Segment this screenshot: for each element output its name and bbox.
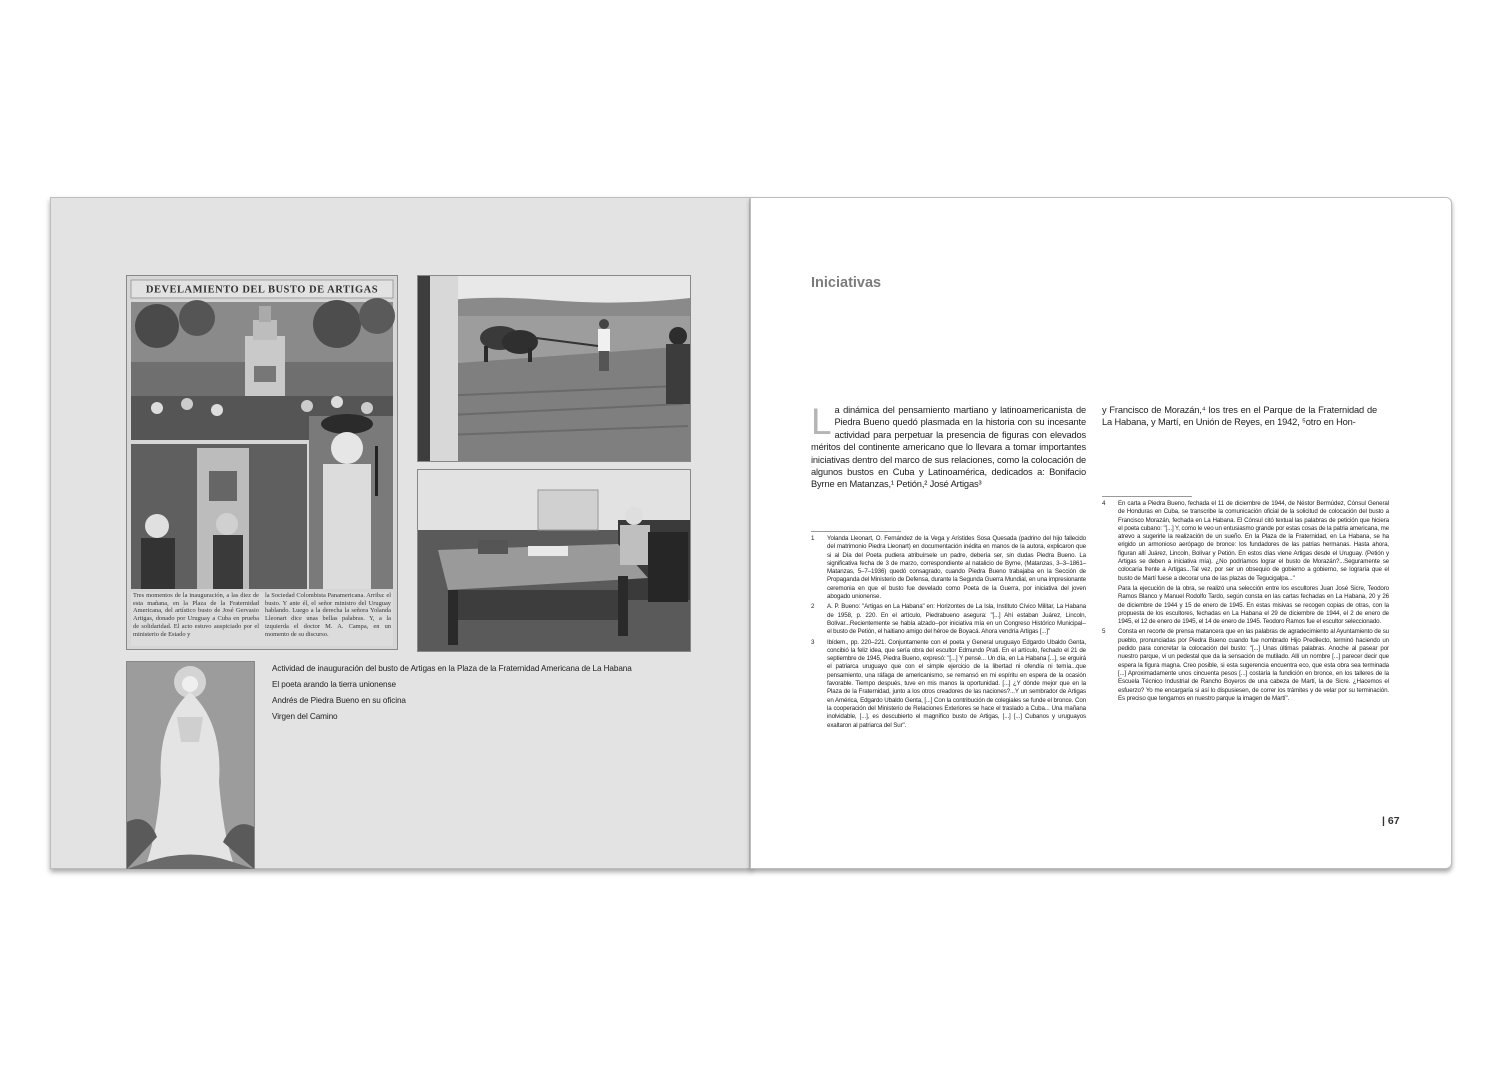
caption-virgen: Virgen del Camino: [272, 712, 338, 721]
body-text-col2: y Francisco de Morazán,⁴ los tres en el Parque de la Fraternidad de La Habana, y Martí, en Unión de Reyes, en 1942, ⁵otro en Hon-: [1102, 405, 1377, 428]
footnotes-left: [811, 535, 1086, 732]
office-image: [418, 470, 690, 651]
footnote-number: 5: [1102, 628, 1106, 636]
footnote-4-continuation: Para la ejecución de la obra, se realizó una selección entre los escultores Juan José Sicre, Teodoro Ramos Blanco y Manuel Rodolfo Tardo, según consta en las cartas fechadas en La Habana, 20 y 26 de diciembre de 1944 y 15 de enero de 1945. En estas misivas se recogen copias de otras, con la propuesta de los escultores, fechadas en La Habana el 29 de diciembre de 1944, el 2 de enero de 1945, el 12 de enero de 1945, el 14 de enero de 1945. Teodoro Ramos fue el escultor seleccionado.: [1118, 584, 1389, 626]
footnote-text: Yolanda Lleonart, O. Fernández de la Vega y Arístides Sosa Quesada (padrino del hijo fallecido del matrimonio Piedra Lleonart) en documentación inédita en manos de la autora, explicaron que si al Día del Poeta pudiera atribuírsele un padre, debería ser, sin dudas Piedra Bueno. La significativa fecha de 3 de marzo, correspondiente al natalicio de Byrne, (Matanzas, 3–3–1861– Matanzas, 5–7–1936) quedó consagrado, cuando Piedra Bueno trabajaba en la Sección de Propaganda del Ministerio de Defensa, durante la Segunda Guerra Mundial, en una impresionante ceremonia en que el busto fue develado como Poeta de la Guerra, por iniciativa del joven abogado unionense.: [827, 535, 1086, 601]
caption-poet-ploughing: El poeta arando la tierra unionense: [272, 680, 396, 689]
footnote-2: [811, 603, 1086, 636]
book-spread: [50, 197, 1451, 868]
caption-office: Andrés de Piedra Bueno en su oficina: [272, 696, 406, 705]
poet-ploughing-photo: [417, 275, 691, 462]
footnote-rule-right: [1102, 496, 1192, 497]
footnotes-right: [1102, 500, 1389, 705]
drop-cap: L: [811, 401, 832, 442]
clipping-caption-col2: la Sociedad Colombista Panamericana. Arriba: el busto. Y ante él, el señor ministro del Uruguay hablando. Luego a la derecha la señora Yolanda Lleonart dice unas bellas palabras. Y, a la izquierda el doctor M. A. Campa, en un momento de su discurso.: [265, 592, 391, 638]
left-page: [50, 197, 752, 869]
footnote-text: Ibídem., pp. 220–221. Conjuntamente con el poeta y General uruguayo Edgardo Ubaldo Genta, concibió la feliz idea, que sería obra del escultor Edmundo Prati. En el artículo, fechado el 21 de septiembre de 1945, Piedra Bueno, expresó: "[...] Y pensé... Un día, en La Habana [...], se erguirá el patriarca uruguayo que con el simple ejercicio de la libertad ni ofendía ni temía...que pensamiento, una ráfaga de americanismo, se remansó en mi espíritu en espera de la ocasión favorable. Tiempo después, tuve en mis manos la oportunidad. [...] ¿Y dónde mejor que en la Plaza de la Fraternidad, junto a los otros creadores de las naciones?...Y un sembrador de Artigas en América, Edgardo Ubaldo Genta, [...] Con la contribución de colegiales se funde el bronce. Con la cooperación del Ministerio de Relaciones Exteriores se hace el traslado a Cuba... Una mañana inolvidable, [...], es descubierto el magnífico busto de Artigas, [...] [...] Cubanos y uruguayos exaltaron al patriarca del Sur".: [827, 638, 1086, 729]
photo-captions: [272, 661, 692, 725]
footnote-1: [811, 535, 1086, 601]
office-photo: [417, 469, 691, 652]
footnote-number: 2: [811, 603, 815, 611]
footnote-number: 4: [1102, 500, 1106, 507]
newspaper-clipping-image: [127, 276, 397, 649]
section-title: Iniciativas: [811, 275, 882, 291]
footnote-number: 1: [811, 535, 815, 542]
ploughing-image: [418, 276, 690, 461]
footnote-text: A. P. Bueno: "Artigas en La Habana" en: Horizontes de La Isla, Instituto Cívico Militar, La Habana de 1958, p. 220. En el artículo, Piedrabueno asegura: "[...] Ahí estaban Juárez, Lincoln, Bolívar...Recientemente se había alzado--por iniciativa mía en un Congreso Histórico Municipal-- el busto de Petión, el haitiano amigo del héroe de Boyacá. Ahora vendría Artigas [...]": [827, 603, 1086, 636]
newspaper-clipping-photo: [126, 275, 398, 650]
caption-artigas-inauguration: Actividad de inauguración del busto de Artigas en la Plaza de la Fraternidad Americana de La Habana: [272, 664, 632, 673]
body-column-1: [811, 401, 1086, 491]
footnote-number: 3: [811, 638, 815, 646]
footnote-text: En carta a Piedra Bueno, fechada el 11 de diciembre de 1944, de Néstor Bermúdez, Cónsul General de Honduras en Cuba, se transcribe la comunicación oficial de la solicitud de colocación del busto a Francisco Morazán, fechada en La Habana. El Cónsul citó textual las palabras de petición que hiciera el poeta cubano: "[...] Y, como le veo un entusiasmo grande por estas cosas de la patria americana, me atrevo a sugerirle la realización de un sueño. En la Plaza de la Fraternidad, en La Habana, se ha erigido un armonioso aerópago de bronce: los fundadores de las patrias hermanas. Hasta ahora, figuran allí Juárez, Lincoln, Bolívar y Petión. En estos días viene Artigas desde el Uruguay. (Petión y Artigas se deben a iniciativa mía). ¿No podríamos lograr el busto de Morazán?...Seguramente se colocaría frente a Artigas...Tal vez, por ser un obsequio de gobierno a gobierno, se lograría que el busto de Martí fuese a decorar una de las plazas de Tegucigalpa...": [1118, 500, 1389, 582]
body-text-col1: a dinámica del pensamiento martiano y latinoamericanista de Piedra Bueno quedó plasmada en la historia con su incesante actividad para perpetuar la presencia de figuras con elevados méritos del continente americano que lo llevara a tomar importantes iniciativas dentro del marco de sus relaciones, como la colocación de algunos bustos en Cuba y Latinoamérica, dedicados a: Bonifacio Byrne en Matanzas,¹ Petión,² José Artigas³: [811, 405, 1086, 490]
virgin-image: [127, 662, 254, 869]
footnote-4: [1102, 500, 1389, 583]
clipping-caption-col1: Tres momentos de la inauguración, a las diez de esta mañana, en la Plaza de la Fraternidad Americana, del artístico busto de José Gervasio Artigas, donado por Uruguay a Cuba en prueba de solidaridad. El acto estuvo auspiciado por el ministerio de Estado y: [133, 592, 259, 638]
body-column-2: [1102, 404, 1377, 429]
right-page: [750, 197, 1452, 869]
footnote-rule-left: [811, 531, 901, 532]
footnote-text: Consta en recorte de prensa matancera que en las palabras de agradecimiento al Ayuntamiento de su pueblo, pronunciadas por Piedra Bueno cuando fue nombrado Hijo Predilecto, terminó haciendo un pedido para concretar la colocación del busto: "[...] Unas últimas palabras. Anoche al pasear por nuestro parque, vi un pedestal que da la sensación de mutilado. Allí un nombre [...] parecer decir que espera la figura magna. Creo posible, si esta sugerencia encuentra eco, que esta obra sea terminada [...] Aproximadamente unos cincuenta pesos [...] costaría la fundición en bronce, en los talleres de la Escuela Técnico Industrial de Rancho Boyeros de una cabeza de Martí, la de Sicre. ¿Hacemos el esfuerzo? Yo me encargaría si así lo dispusiesen, de correr los trámites y de velar por su terminación. Es preciso que tengamos en nuestro parque la imagen de Martí".: [1118, 628, 1389, 702]
footnote-3: [811, 639, 1086, 730]
virgen-del-camino-photo: [126, 661, 255, 869]
footnote-5: [1102, 628, 1389, 703]
page-number: | 67: [1382, 815, 1400, 827]
clipping-headline: DEVELAMIENTO DEL BUSTO DE ARTIGAS: [145, 284, 379, 296]
